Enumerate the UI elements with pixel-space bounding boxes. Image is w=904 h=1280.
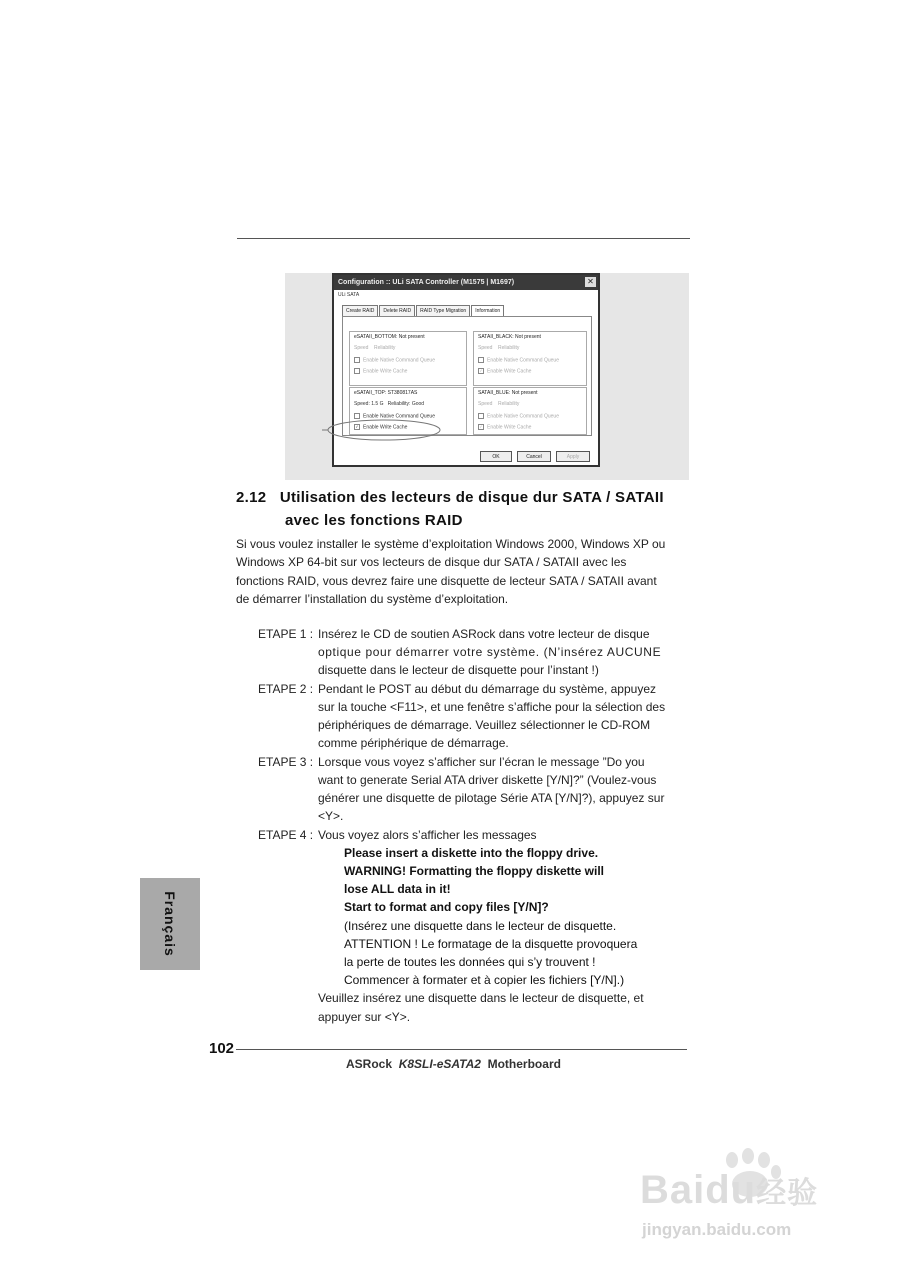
step-1-line: optique pour démarrer votre système. (N’insérez AUCUNE — [318, 645, 662, 659]
step-3-line: générer une disquette de pilotage Série ATA [Y/N]?), appuyez sur — [318, 791, 665, 805]
group-title: eSATAII_TOP: ST380817AS — [354, 390, 418, 396]
footer-rule — [236, 1049, 687, 1050]
message-bold: lose ALL data in it! — [344, 882, 451, 896]
watermark-url: jingyan.baidu.com — [642, 1220, 792, 1239]
message-translation: (Insérez une disquette dans le lecteur de disquette. — [344, 919, 617, 933]
reliability-label: Reliability: Good — [387, 401, 425, 407]
tab-create-raid[interactable]: Create RAID — [342, 305, 378, 316]
top-rule — [237, 238, 690, 239]
ncq-checkbox[interactable]: Enable Native Command Queue — [478, 357, 559, 363]
tab-delete-raid[interactable]: Delete RAID — [379, 305, 415, 316]
closing-line: Veuillez insérez une disquette dans le lecteur de disquette, et — [318, 991, 644, 1005]
group-sata-black — [473, 331, 587, 386]
step-3-line: Lorsque vous voyez s’afficher sur l’écran le message ”Do you — [318, 755, 645, 769]
language-label: Français — [162, 891, 178, 957]
watermark-cn: 经验 — [756, 1177, 819, 1210]
apply-button[interactable]: Apply — [556, 451, 590, 462]
ok-button[interactable]: OK — [480, 451, 512, 462]
step-4-line: Vous voyez alors s’afficher les messages — [318, 828, 537, 842]
tab-information[interactable]: Information — [471, 305, 504, 316]
group-title: SATAII_BLACK: Not present — [478, 334, 541, 340]
footer-text — [346, 1057, 561, 1071]
step-2-line: périphériques de démarrage. Veuillez sélectionner le CD-ROM — [318, 718, 651, 732]
step-3-label: ETAPE 3 : — [258, 755, 314, 769]
ncq-checkbox[interactable]: Enable Native Command Queue — [354, 413, 435, 419]
step-1-line: disquette dans le lecteur de disquette pour l’instant !) — [318, 663, 599, 677]
closing-line: appuyer sur <Y>. — [318, 1010, 411, 1024]
intro-line: Si vous voulez installer le système d’exploitation Windows 2000, Windows XP ou — [236, 537, 666, 551]
group-esata-bottom — [349, 331, 467, 386]
cancel-button[interactable]: Cancel — [517, 451, 551, 462]
language-side-tab — [140, 878, 200, 970]
dialog-tabs — [342, 305, 505, 316]
speed-label: Speed — [354, 345, 369, 351]
speed-label: Speed — [478, 345, 493, 351]
intro-paragraph — [236, 535, 692, 608]
footer-brand: ASRock — [346, 1057, 393, 1071]
message-translation: Commencer à formater et à copier les fichiers [Y/N].) — [344, 973, 625, 987]
section-title-line2: avec les fonctions RAID — [285, 512, 463, 529]
reliability-label: Reliability — [374, 345, 396, 351]
section-number: 2.12 — [236, 489, 267, 506]
intro-line: de démarrer l’installation du système d’exploitation. — [236, 591, 509, 606]
tab-raid-type-migration[interactable]: RAID Type Migration — [416, 305, 470, 316]
baidu-watermark — [640, 1148, 850, 1248]
page-number: 102 — [209, 1040, 235, 1057]
step-4-label: ETAPE 4 : — [258, 828, 314, 842]
step-2-line: Pendant le POST au début du démarrage du système, appuyez — [318, 682, 656, 696]
reliability-label: Reliability — [498, 345, 520, 351]
close-icon[interactable]: ✕ — [585, 277, 596, 287]
speed-label: Speed — [478, 401, 493, 407]
speed-label: Speed: 1.5 G — [354, 401, 384, 407]
step-1-line: Insérez le CD de soutien ASRock dans votre lecteur de disque — [318, 627, 650, 641]
group-title: eSATAII_BOTTOM: Not present — [354, 334, 425, 340]
write-cache-checkbox[interactable]: Enable Write Cache — [354, 368, 407, 374]
step-3-line: <Y>. — [318, 809, 344, 823]
write-cache-checkbox[interactable]: ✓ Enable Write Cache — [479, 424, 532, 431]
dialog-subtitle: ULi SATA — [338, 292, 360, 298]
reliability-label: Reliability — [498, 401, 520, 407]
intro-line: Windows XP 64-bit sur vos lecteurs de disque dur SATA / SATAII avec les — [236, 555, 627, 570]
section-title-line1: Utilisation des lecteurs de disque dur SATA / SATAII — [279, 489, 664, 506]
step-2-line: sur la touche <F11>, et une fenêtre s’affiche pour la sélection des — [318, 700, 666, 714]
ncq-checkbox[interactable]: Enable Native Command Queue — [478, 413, 559, 419]
message-translation: la perte de toutes les données qui s’y trouvent ! — [344, 955, 596, 969]
write-cache-checkbox[interactable]: ✓ Enable Write Cache — [479, 368, 532, 375]
message-translation: ATTENTION ! Le formatage de la disquette provoquera — [344, 937, 638, 951]
group-title: SATAII_BLUE: Not present — [478, 390, 538, 396]
message-bold: Start to format and copy files [Y/N]? — [344, 900, 549, 914]
ncq-checkbox[interactable]: Enable Native Command Queue — [354, 357, 435, 363]
step-1-label: ETAPE 1 : — [258, 627, 314, 641]
watermark-logo: Baidu — [640, 1168, 757, 1212]
step-2-label: ETAPE 2 : — [258, 682, 314, 696]
intro-line: fonctions RAID, vous devrez faire une disquette de lecteur SATA / SATAII avant — [236, 573, 657, 588]
group-sata-blue — [473, 387, 587, 435]
write-cache-checkbox[interactable]: ✓ Enable Write Cache — [355, 424, 408, 431]
highlight-ellipse — [320, 416, 444, 444]
footer-model: K8SLI-eSATA2 — [398, 1057, 481, 1071]
message-bold: WARNING! Formatting the floppy diskette will — [344, 864, 605, 878]
message-bold: Please insert a diskette into the floppy drive. — [344, 846, 599, 860]
dialog-title: Configuration :: ULi SATA Controller (M1575 | M1697) — [334, 275, 598, 290]
step-2-line: comme périphérique de démarrage. — [318, 736, 509, 750]
step-3-line: want to generate Serial ATA driver diskette [Y/N]?” (Voulez-vous — [318, 773, 657, 787]
section-heading — [236, 489, 664, 506]
footer-suffix: Motherboard — [487, 1057, 561, 1071]
